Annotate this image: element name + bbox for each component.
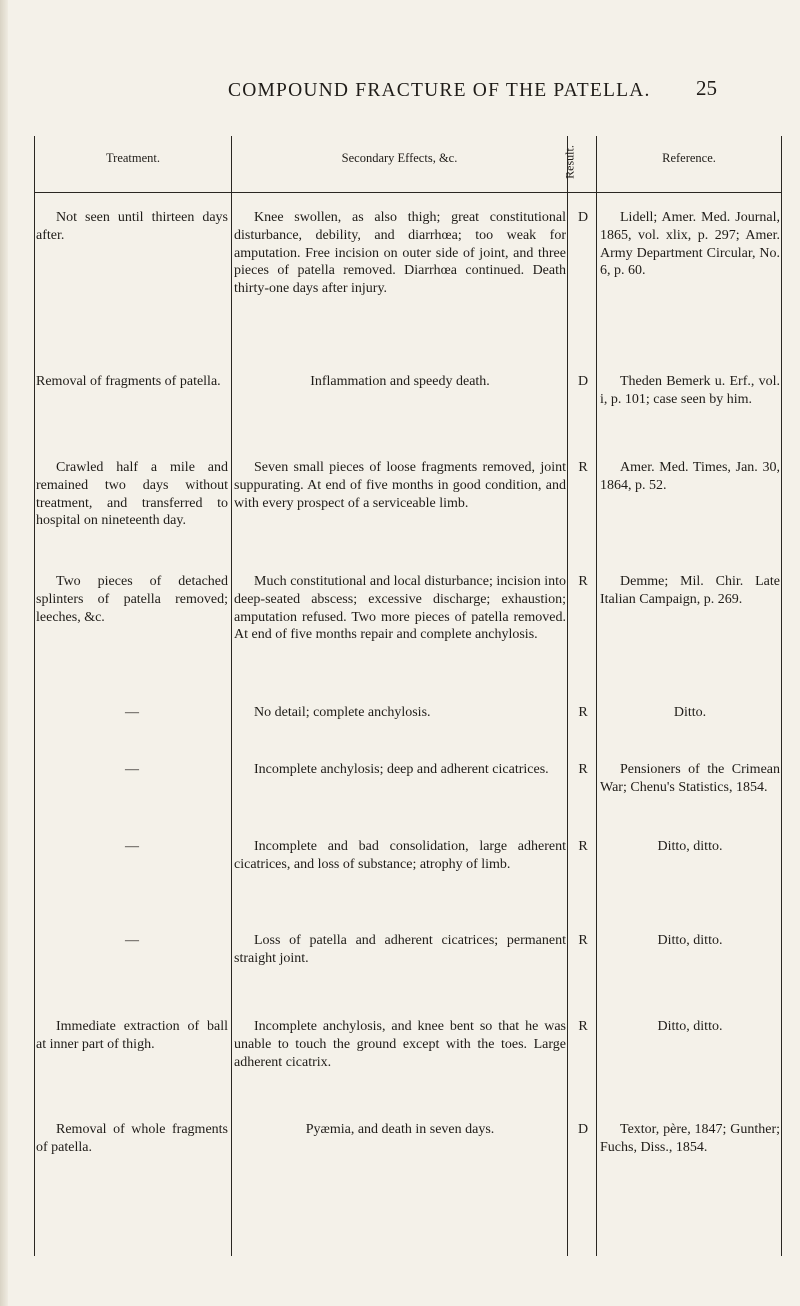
table-cell-secondary-effects: Incomplete anchylosis, and knee bent so that he was unable to touch the ground except with the toes. Large adherent cicatrix. — [234, 1019, 566, 1070]
table-cell-treatment: Crawled half a mile and remained two days without treatment, and transferred to hospital on nineteenth day. — [36, 460, 228, 529]
table-cell-result: D — [577, 210, 589, 225]
table-cell-reference: Ditto, ditto. — [657, 839, 723, 854]
page-number: 25 — [696, 76, 717, 100]
table-right-border — [781, 136, 782, 1256]
table-cell-treatment: Immediate extraction of ball at inner part of thigh. — [36, 1019, 228, 1052]
column-divider-3 — [596, 136, 597, 1256]
column-header-reference: Reference. — [662, 151, 716, 165]
table-cell-result: R — [578, 460, 588, 475]
table-cell-reference: Ditto, ditto. — [657, 1019, 723, 1034]
table-cell-reference: Pensioners of the Crimean War; Chenu's Statistics, 1854. — [600, 762, 780, 795]
table-cell-secondary-effects: Knee swollen, as also thigh; great constitutional disturbance, debility, and diarrhœa; too weak for amputation. Free incision on outer side of joint, and three pieces of patella removed. Diarrhœa continued. Death thirty-one days after injury. — [234, 210, 566, 297]
table-cell-treatment: — — [125, 839, 139, 854]
table-left-border — [34, 136, 35, 1256]
page-edge-shadow — [0, 0, 8, 1306]
table-cell-treatment: Removal of whole fragments of patella. — [36, 1122, 228, 1155]
table-cell-treatment: Two pieces of detached splinters of patella removed; leeches, &c. — [36, 574, 228, 625]
column-header-result — [555, 134, 585, 190]
table-cell-secondary-effects: Much constitutional and local disturbance; incision into deep-seated abscess; excessive discharge; exhaustion; amputation refused. Two more pieces of patella removed. At end of five months repair and complete anchylosis. — [234, 574, 566, 643]
table-cell-result: R — [578, 933, 588, 948]
table-cell-reference: Textor, père, 1847; Gunther; Fuchs, Diss., 1854. — [600, 1122, 780, 1155]
table-cell-treatment: — — [125, 705, 139, 720]
table-cell-result: R — [578, 762, 588, 777]
table-cell-result: R — [578, 1019, 588, 1034]
table-cell-secondary-effects: Incomplete anchylosis; deep and adherent cicatrices. — [254, 762, 549, 777]
table-cell-secondary-effects: Inflammation and speedy death. — [310, 374, 490, 389]
table-cell-reference: Theden Bemerk u. Erf., vol. i, p. 101; case seen by him. — [600, 374, 780, 407]
column-divider-2 — [567, 136, 568, 1256]
table-cell-secondary-effects: Incomplete and bad consolidation, large adherent cicatrices, and loss of substance; atrophy of limb. — [234, 839, 566, 872]
table-cell-treatment: Not seen until thirteen days after. — [36, 210, 228, 243]
table-cell-secondary-effects: Seven small pieces of loose fragments removed, joint suppurating. At end of five months in good condition, and with every prospect of a serviceable limb. — [234, 460, 566, 511]
table-cell-result: D — [577, 1122, 589, 1137]
table-cell-result: R — [578, 839, 588, 854]
table-cell-reference: Demme; Mil. Chir. Late Italian Campaign, p. 269. — [600, 574, 780, 607]
table-cell-treatment: Removal of fragments of patella. — [36, 374, 221, 389]
header-rule — [34, 192, 782, 193]
table-cell-result: R — [578, 574, 588, 589]
column-header-treatment: Treatment. — [105, 151, 161, 165]
table-cell-secondary-effects: No detail; complete anchylosis. — [254, 705, 431, 720]
table-cell-result: D — [577, 374, 589, 389]
table-cell-treatment: — — [125, 933, 139, 948]
table-cell-reference: Lidell; Amer. Med. Journal, 1865, vol. xlix, p. 297; Amer. Army Department Circular, No. 6, p. 60. — [600, 210, 780, 279]
column-header-result-label: Result. — [562, 145, 577, 179]
running-head — [0, 76, 800, 110]
table-cell-secondary-effects: Loss of patella and adherent cicatrices; permanent straight joint. — [234, 933, 566, 966]
table-cell-treatment: — — [125, 762, 139, 777]
table-cell-secondary-effects: Pyæmia, and death in seven days. — [305, 1122, 495, 1137]
table-cell-reference: Ditto. — [673, 705, 707, 720]
page-title: COMPOUND FRACTURE OF THE PATELLA. — [228, 80, 651, 101]
column-divider-1 — [231, 136, 232, 1256]
table-cell-result: R — [578, 705, 588, 720]
table-cell-reference: Amer. Med. Times, Jan. 30, 1864, p. 52. — [600, 460, 780, 493]
column-header-secondary-effects: Secondary Effects, &c. — [341, 151, 458, 165]
table-cell-reference: Ditto, ditto. — [657, 933, 723, 948]
